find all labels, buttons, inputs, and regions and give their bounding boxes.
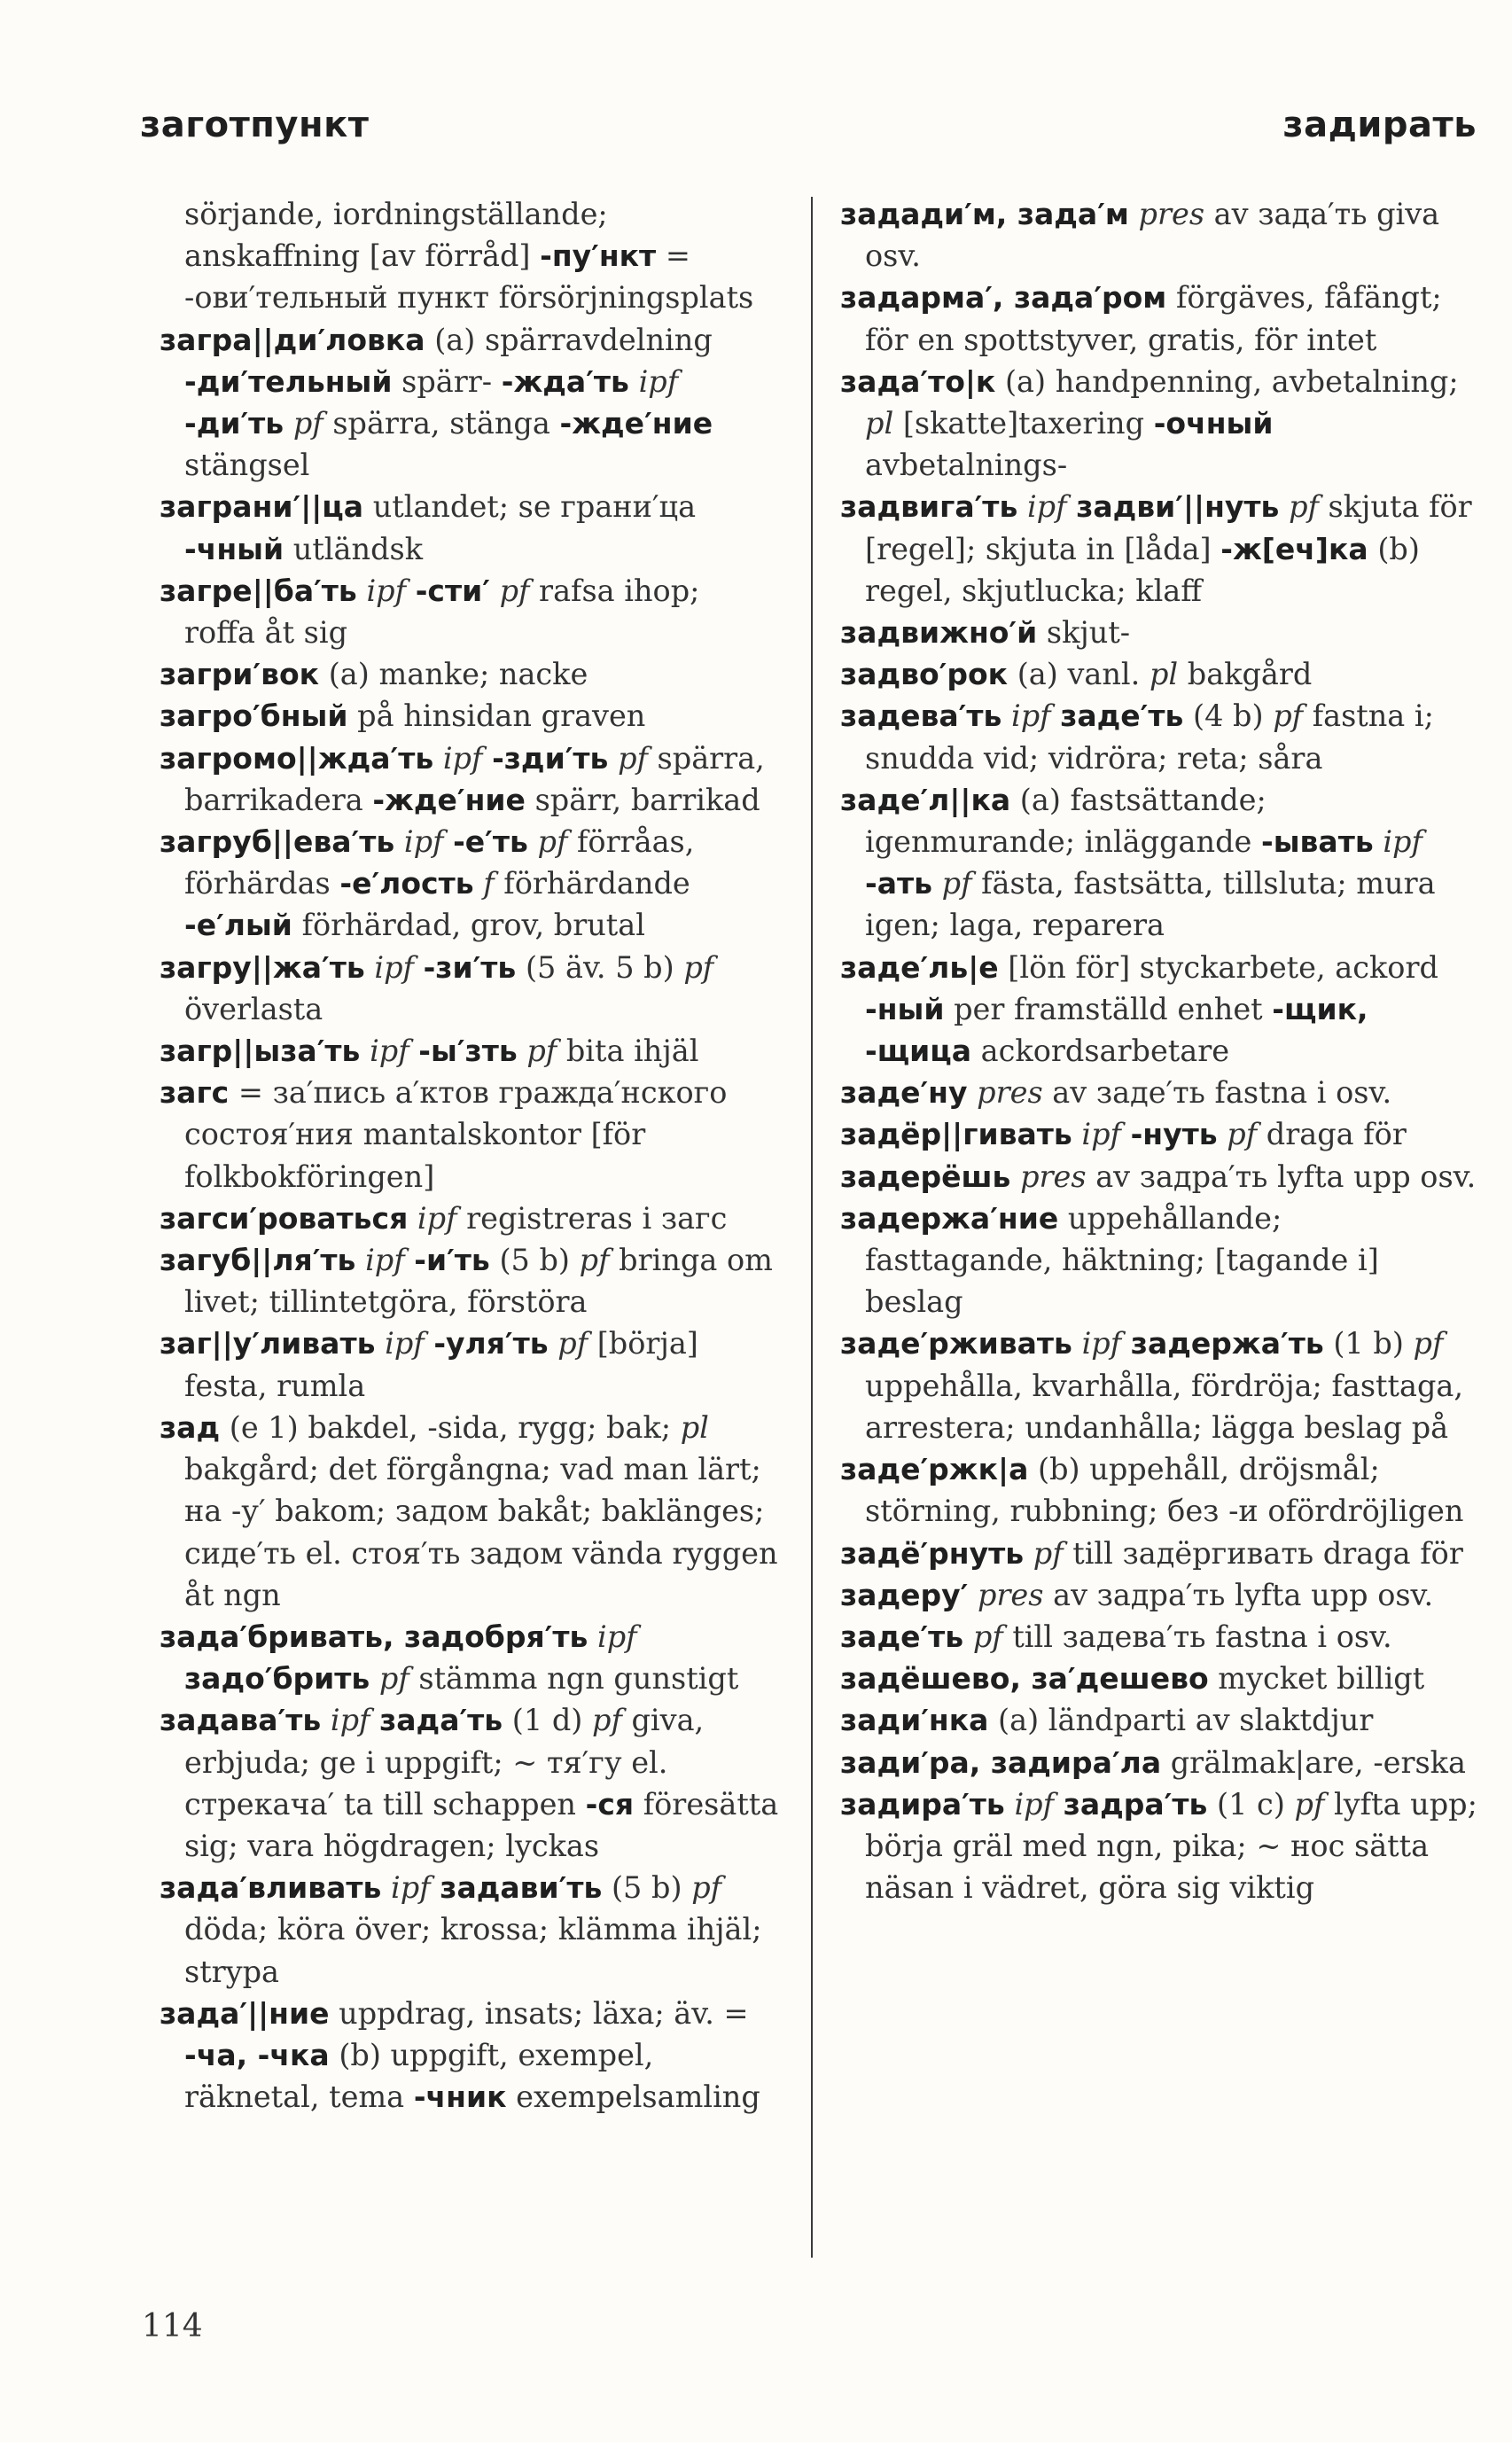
- dictionary-entry: заде′ть pf till задева′ть fastna i osv.: [840, 1619, 1392, 1654]
- dictionary-entry: задвижно′й skjut-: [840, 615, 1131, 651]
- dictionary-entry: загр||ыза′ть ipf -ы′зть pf bita ihjäl: [160, 1034, 699, 1069]
- dictionary-entry: загромо||жда′ть ipf -зди′ть pf spärra, barrikadera -жде′ние spärr, barrikad: [160, 740, 765, 817]
- page-number: 114: [142, 2308, 203, 2344]
- dictionary-entry: зади′нка (a) ländparti av slaktdjur: [840, 1703, 1374, 1738]
- dictionary-entry: загру||жа′ть ipf -зи′ть (5 äv. 5 b) pf överlasta: [160, 949, 714, 1026]
- dictionary-entry: загра||ди′ловка (a) spärravdelning -ди′тельный spärr- -жда′ть ipf -ди′ть pf spärra, stänga -жде′ние stängsel: [160, 322, 713, 483]
- dictionary-entry: зади′ра, задира′ла grälmak|are, -erska: [840, 1744, 1466, 1780]
- dictionary-entry: загре||ба′ть ipf -сти′ pf rafsa ihop; roffa åt sig: [160, 573, 700, 651]
- dictionary-entry: sörjande, iordningställande; anskaffning [av förråd] -пу′нкт = -ови′тельный пункт försörjningsplats: [184, 197, 754, 316]
- header-last-entry: задирать: [1282, 105, 1477, 145]
- header-first-entry: заготпункт: [140, 105, 370, 145]
- dictionary-entry: зада′то|к (a) handpenning, avbetalning; pl [skatte]taxering -очный avbetalnings-: [840, 363, 1459, 483]
- dictionary-entry: загси′роваться ipf registreras i загс: [160, 1200, 728, 1236]
- dictionary-entry: задёр||гивать ipf -нуть pf draga för: [840, 1117, 1407, 1152]
- dictionary-entry: загри′вок (a) manke; nacke: [160, 657, 588, 692]
- dictionary-entry: задё′рнуть pf till задёргивать draga för: [840, 1535, 1463, 1571]
- column-divider: [811, 197, 813, 2258]
- dictionary-entry: задеру′ pres av задра′ть lyfta upp osv.: [840, 1577, 1434, 1612]
- dictionary-entry: зада′||ние uppdrag, insats; läxa; äv. = -ча, -чка (b) uppgift, exempel, räknetal, tema -чник exempelsamling: [160, 1995, 760, 2115]
- dictionary-entry: задира′ть ipf задра′ть (1 c) pf lyfta upp; börja gräl med ngn, pika; ~ нос sätta näsan i vädret, göra sig viktig: [840, 1786, 1477, 1906]
- dictionary-entry: задвига′ть ipf задви′||нуть pf skjuta för [regel]; skjuta in [låda] -ж[еч]ка (b) regel, skjutlucka; klaff: [840, 489, 1472, 608]
- left-column: [160, 193, 780, 2118]
- dictionary-entry: заг||у′ливать ipf -уля′ть pf [börja] festa, rumla: [160, 1326, 698, 1403]
- dictionary-entry: задёшево, за′дешево mycket billigt: [840, 1661, 1425, 1697]
- dictionary-entry: задади′м, зада′м pres av зада′ть giva osv.: [840, 197, 1440, 274]
- dictionary-entry: загуб||ля′ть ipf -и′ть (5 b) pf bringa om livet; tillintetgöra, förstöra: [160, 1243, 773, 1320]
- dictionary-entry: зада′бривать, задобря′ть ipf задо′брить pf stämma ngn gunstigt: [160, 1619, 739, 1697]
- dictionary-entry: заде′ль|е [lön för] styckarbete, ackord -ный per framställd enhet -щик, -щица ackordsarbetare: [840, 949, 1438, 1069]
- right-column: [840, 193, 1478, 1908]
- dictionary-entry: задева′ть ipf заде′ть (4 b) pf fastna i; snudda vid; vidröra; reta; såra: [840, 698, 1434, 776]
- dictionary-entry: загруб||ева′ть ipf -е′ть pf förråas, förhärdas -е′лость f förhärdande -е′лый förhärdad, grov, brutal: [160, 824, 695, 943]
- dictionary-entry: задава′ть ipf зада′ть (1 d) pf giva, erbjuda; ge i uppgift; ~ тя′гу el. стрекача′ ta till schappen -ся föresätta sig; vara högdragen; lyckas: [160, 1703, 779, 1863]
- dictionary-entry: заде′ржк|а (b) uppehåll, dröjsmål; störning, rubbning; без -и ofördröjligen: [840, 1452, 1464, 1529]
- dictionary-entry: заде′л||ка (a) fastsättande; igenmurande; inläggande -ывать ipf -ать pf fästa, fastsätta, tillsluta; mura igen; laga, reparera: [840, 782, 1436, 943]
- page-header: [140, 105, 1477, 158]
- dictionary-entry: загро′бный på hinsidan graven: [160, 698, 646, 734]
- dictionary-entry: задерёшь pres av задра′ть lyfta upp osv.: [840, 1159, 1477, 1194]
- dictionary-entry: загс = за′пись а′ктов гражда′нского состоя′ния mantalskontor [för folkbokföringen]: [160, 1075, 728, 1194]
- dictionary-entry: задарма′, зада′ром förgäves, fåfängt; för en spottstyver, gratis, för intet: [840, 280, 1442, 357]
- dictionary-entry: зада′вливать ipf задави′ть (5 b) pf döda; köra över; krossa; klämma ihjäl; strypa: [160, 1870, 762, 1989]
- dictionary-entry: задержа′ние uppehållande; fasttagande, häktning; [tagande i] beslag: [840, 1200, 1379, 1320]
- dictionary-entry: заде′рживать ipf задержа′ть (1 b) pf uppehålla, kvarhålla, fördröja; fasttaga, arrestera; undanhålla; lägga beslag på: [840, 1326, 1464, 1445]
- dictionary-entry: заграни′||ца utlandet; se грани′ца -чный utländsk: [160, 489, 697, 566]
- dictionary-entry: заде′ну pres av заде′ть fastna i osv.: [840, 1075, 1392, 1111]
- dictionary-entry: задво′рок (a) vanl. pl bakgård: [840, 657, 1313, 692]
- dictionary-entry: зад (e 1) bakdel, -sida, rygg; bak; pl bakgård; det förgångna; vad man lärt; на -у′ bakom; задом bakåt; baklänges; сиде′ть el. стоя′ть задом vända ryggen åt ngn: [160, 1409, 778, 1612]
